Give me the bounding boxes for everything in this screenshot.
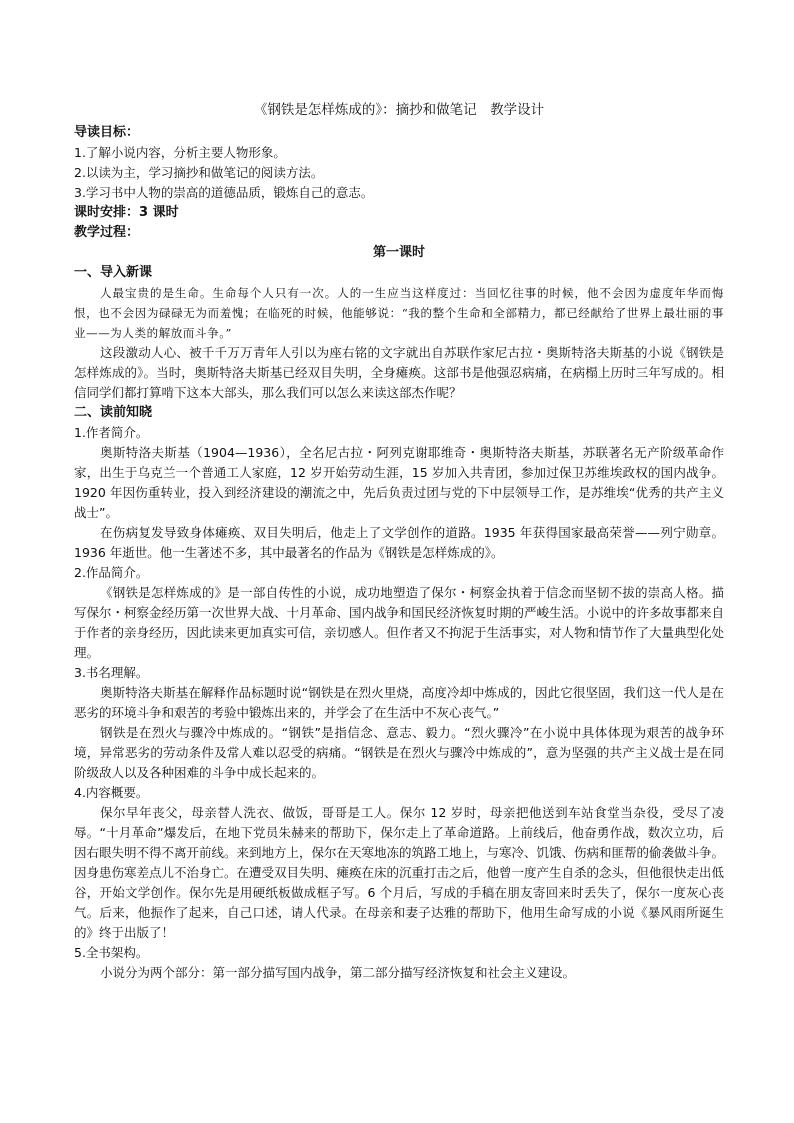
lesson-title: 第一课时 <box>372 245 425 260</box>
document-page <box>74 100 724 983</box>
body-paragraph: 小说分为两个部分：第一部分描写国内战争，第二部分描写经济恢复和社会主义建设。 <box>100 965 576 980</box>
body-paragraph: 《钢铁是怎样炼成的》是一部自传性的小说，成功地塑造了保尔・柯察金执着于信念而坚韧不拔的崇高人格。描写保尔・柯察金经历第一次世界大战、十月革命、国内战争和国民经济恢复时期的严峻生活。小说中的许多故事都来自于作者的亲身经历，因此读来更加真实可信，亲切感人。但作者又不拘泥于生活事实，对人物和情节作了大量典型化处理。 <box>74 585 725 660</box>
item-title: 5.全书架构。 <box>74 945 149 960</box>
intro-paragraph: 这段激动人心、被千千万万青年人引以为座右铭的文字就出自苏联作家尼古拉・奥斯特洛夫斯基的小说《钢铁是怎样炼成的》。当时，奥斯特洛夫斯基已经双目失明，全身瘫痪。这部书是他强忍病痛，在病榻上历时三年写成的。相信同学们都打算啃下这本大部头，那么我们可以怎么来读这部杰作呢？ <box>74 345 724 400</box>
item-title: 4.内容概要。 <box>74 785 149 800</box>
body-paragraph: 在伤病复发导致身体瘫痪、双目失明后，他走上了文学创作的道路。1935 年获得国家最高荣誉——列宁勋章。1936 年逝世。他一生著述不多，其中最著名的作品为《钢铁是怎样炼成的》。 <box>74 525 724 560</box>
process-heading: 教学过程： <box>74 225 140 240</box>
objective-item: 2.以读为主，学习摘抄和做笔记的阅读方法。 <box>74 165 324 180</box>
body-paragraph: 奥斯特洛夫斯基（1904—1936），全名尼古拉・阿列克谢耶维奇・奥斯特洛夫斯基，苏联著名无产阶级革命作家，出生于乌克兰一个普通工人家庭，12 岁开始劳动生涯，15 岁加入共青团，参加过保卫苏维埃政权的国内战争。1920 年因伤重转业，投入到经济建设的潮流之中，先后负责过团与党的下中层领导工作，是苏维埃“优秀的共产主义战士”。 <box>74 445 724 520</box>
item-title: 2.作品简介。 <box>74 565 149 580</box>
hours-line: 课时安排：3 课时 <box>74 205 179 220</box>
objective-item: 3.学习书中人物的崇高的道德品质，锻炼自己的意志。 <box>74 185 374 200</box>
document-title: 《钢铁是怎样炼成的》：摘抄和做笔记 教学设计 <box>253 102 545 118</box>
body-paragraph: 奥斯特洛夫斯基在解释作品标题时说“钢铁是在烈火里烧，高度冷却中炼成的，因此它很坚固，我们这一代人是在恶劣的环境斗争和艰苦的考验中锻炼出来的，并学会了在生活中不灰心丧气。” <box>74 685 724 720</box>
body-paragraph: 钢铁是在烈火与骤冷中炼成的。“钢铁”是指信念、意志、毅力。“烈火骤冷”在小说中具体体现为艰苦的战争环境，异常恶劣的劳动条件及常人难以忍受的病痛。“钢铁是在烈火与骤冷中炼成的”，意为坚强的共产主义战士是在同阶级敌人以及各种困难的斗争中成长起来的。 <box>74 725 724 780</box>
body-paragraph: 保尔早年丧父，母亲替人洗衣、做饭，哥哥是工人。保尔 12 岁时，母亲把他送到车站食堂当杂役，受尽了凌辱。“十月革命”爆发后，在地下党员朱赫来的帮助下，保尔走上了革命道路。上前线后，他奋勇作战，数次立功，后因右眼失明不得不离开前线。来到地方上，保尔在天寒地冻的筑路工地上，与寒冷、饥饿、伤病和匪帮的偷袭做斗争。因身患伤寒差点儿不治身亡。在遭受双目失明、瘫痪在床的沉重打击之后，他曾一度产生自杀的念头，但他很快走出低谷，开始文学创作。保尔先是用硬纸板做成框子写。6 个月后，写成的手稿在朋友寄回来时丢失了，保尔一度灰心丧气。后来，他振作了起来，自己口述，请人代录。在母亲和妻子达雅的帮助下，他用生命写成的小说《暴风雨所诞生的》终于出版了！ <box>74 805 725 940</box>
section-heading: 一、导入新课 <box>74 265 153 280</box>
section-heading: 二、读前知晓 <box>74 405 153 420</box>
objectives-heading: 导读目标： <box>74 125 140 140</box>
objective-item: 1.了解小说内容，分析主要人物形象。 <box>74 145 286 160</box>
famous-quote: 人最宝贵的是生命。生命每个人只有一次。人的一生应当这样度过：当回忆往事的时候，他不会因为虚度年华而悔恨，也不会因为碌碌无为而羞愧；在临死的时候，他能够说：“我的整个生命和全部精力，都已经献给了世界上最壮丽的事业——为人类的解放而斗争。” <box>74 286 724 340</box>
item-title: 1.作者简介。 <box>74 425 149 440</box>
item-title: 3.书名理解。 <box>74 665 149 680</box>
